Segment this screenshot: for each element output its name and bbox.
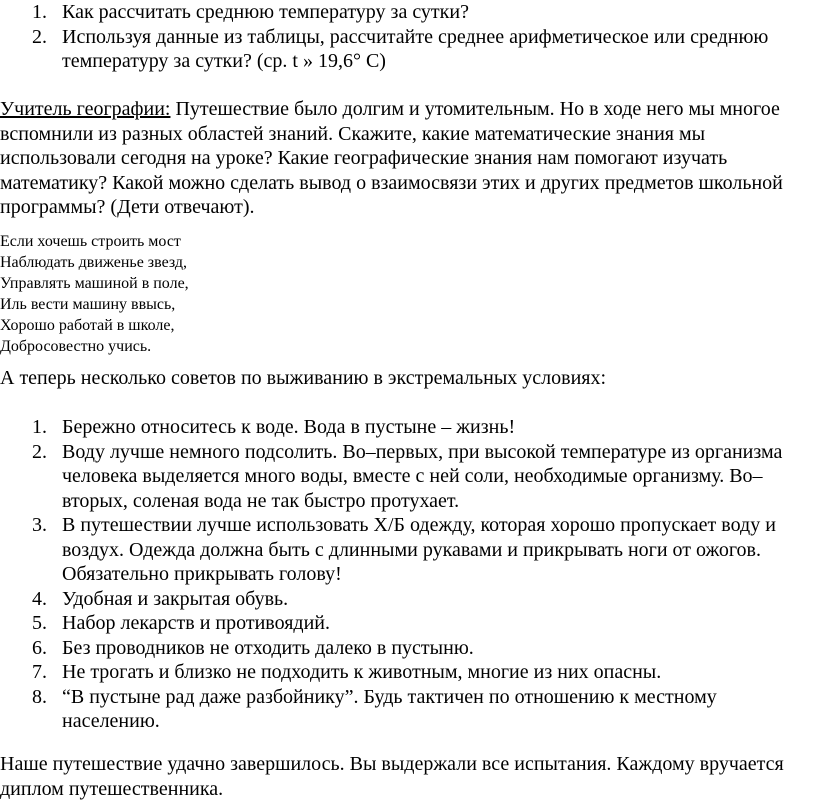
advice-intro: А теперь несколько советов по выживанию в экстремальных условиях: [0, 367, 607, 389]
poem-line: Хорошо работай в школе, [0, 317, 175, 334]
list-number: 1. [32, 416, 47, 438]
list-number: 5. [32, 612, 47, 634]
list-item [0, 660, 812, 685]
teacher-role: Учитель географии: [0, 98, 171, 120]
list-text: Не трогать и близко не подходить к животным, многие из них опасны. [62, 661, 662, 683]
poem-line: Иль вести машину ввысь, [0, 296, 176, 313]
list-number: 2. [32, 25, 47, 48]
list-text: Воду лучше немного подсолить. Во–первых, при высокой температуре из организма человека выделяется много воды, вместе с ней соли, необходимые организму. Во– вторых, соленая вода не так быстро протухает. [62, 440, 783, 512]
list-item [0, 25, 812, 74]
list-number: 6. [32, 636, 47, 659]
list-item [0, 587, 812, 612]
poem-line: Наблюдать движенье звезд, [0, 254, 188, 271]
list-text: Набор лекарств и противоядий. [62, 612, 330, 634]
list-item [0, 685, 812, 734]
list-item [0, 0, 812, 25]
list-item [0, 415, 812, 440]
list-text: Бережно относитесь к воде. Вода в пустыне – жизнь! [62, 416, 516, 438]
list-text: Используя данные из таблицы, рассчитайте среднее арифметическое или среднюю температуру за сутки? (ср. t » 19,6° С) [62, 25, 769, 72]
advice-list [0, 415, 812, 734]
list-number: 1. [32, 1, 47, 23]
teacher-text: Путешествие было долгим и утомительным. Но в ходе него мы многое вспомнили из разных областей знаний. Скажите, какие математические знания мы использовали сегодня на уроке? Какие географические знания нам помогают изучать математику? Какой можно сделать вывод о взаимосвязи этих и других предметов школьной программы? (Дети отвечают). [0, 98, 783, 218]
list-text: “В пустыне рад даже разбойнику”. Будь тактичен по отношению к местному населению. [62, 685, 717, 732]
list-text: Удобная и закрытая обувь. [62, 587, 289, 610]
list-item [0, 611, 812, 636]
list-number: 7. [32, 661, 47, 683]
list-number: 8. [32, 685, 47, 708]
list-text: Без проводников не отходить далеко в пустыню. [62, 636, 474, 659]
list-item [0, 440, 812, 514]
teacher-paragraph [0, 97, 812, 220]
list-number: 4. [32, 587, 47, 610]
list-number: 3. [32, 514, 47, 536]
poem [0, 231, 500, 357]
list-item [0, 636, 812, 661]
poem-line: Если хочешь строить мост [0, 233, 181, 250]
list-number: 2. [32, 440, 47, 463]
questions-list [0, 0, 812, 74]
list-text: Как рассчитать среднюю температуру за сутки? [62, 1, 469, 23]
poem-line: Добросовестно учись. [0, 338, 152, 355]
closing-paragraph: Наше путешествие удачно завершилось. Вы выдержали все испытания. Каждому вручается диплом путешественника. [0, 753, 784, 800]
list-text: В путешествии лучше использовать Х/Б одежду, которая хорошо пропускает воду и воздух. Одежда должна быть с длинными рукавами и прикрывать ноги от ожогов. Обязательно прикрывать голову! [62, 514, 776, 585]
poem-line: Управлять машиной в поле, [0, 275, 189, 292]
list-item [0, 513, 812, 587]
